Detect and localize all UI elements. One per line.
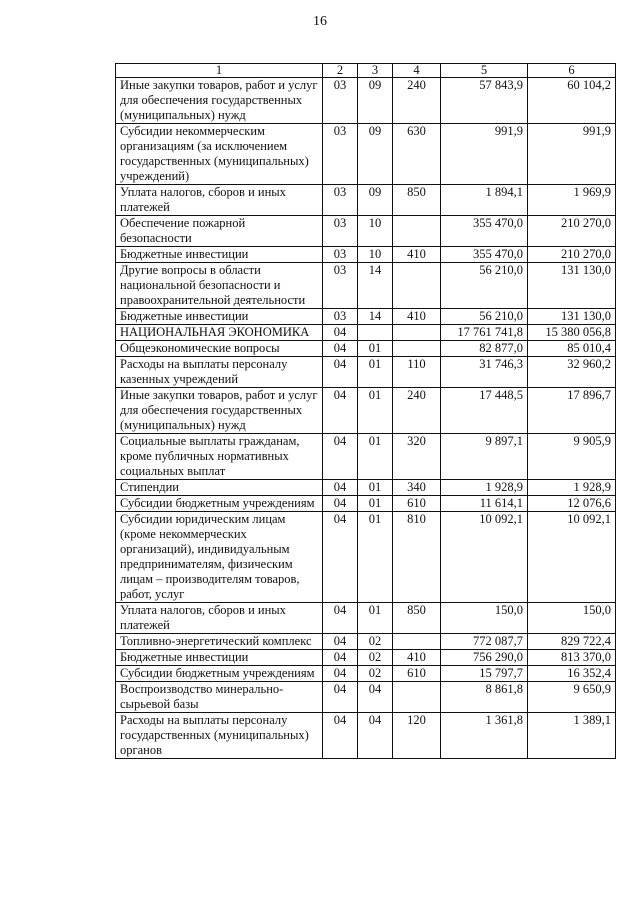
- table-row: [116, 78, 616, 124]
- amount-year-2: 131 130,0: [528, 263, 616, 309]
- subsection-code: 14: [358, 309, 393, 325]
- table-row: [116, 357, 616, 388]
- expense-type-code: 610: [393, 666, 441, 682]
- subsection-code: 09: [358, 78, 393, 124]
- amount-year-1: 10 092,1: [441, 512, 528, 603]
- amount-year-2: 1 389,1: [528, 713, 616, 759]
- expense-type-code: 810: [393, 512, 441, 603]
- item-name: Иные закупки товаров, работ и услуг для обеспечения государственных (муниципальных) нужд: [116, 388, 323, 434]
- table-row: [116, 216, 616, 247]
- amount-year-1: 1 361,8: [441, 713, 528, 759]
- expense-type-code: 240: [393, 78, 441, 124]
- expense-type-code: [393, 634, 441, 650]
- table-row: [116, 247, 616, 263]
- section-code: 03: [323, 124, 358, 185]
- table-row: [116, 325, 616, 341]
- amount-year-1: 56 210,0: [441, 263, 528, 309]
- amount-year-1: 11 614,1: [441, 496, 528, 512]
- amount-year-2: 1 969,9: [528, 185, 616, 216]
- expense-type-code: 610: [393, 496, 441, 512]
- amount-year-1: 150,0: [441, 603, 528, 634]
- amount-year-1: 1 894,1: [441, 185, 528, 216]
- subsection-code: 01: [358, 388, 393, 434]
- section-code: 04: [323, 325, 358, 341]
- subsection-code: 09: [358, 124, 393, 185]
- section-code: 04: [323, 512, 358, 603]
- subsection-code: 02: [358, 650, 393, 666]
- expense-type-code: 320: [393, 434, 441, 480]
- table-row: [116, 434, 616, 480]
- subsection-code: 02: [358, 666, 393, 682]
- amount-year-1: 355 470,0: [441, 216, 528, 247]
- expense-type-code: 110: [393, 357, 441, 388]
- expense-type-code: 340: [393, 480, 441, 496]
- item-name: Иные закупки товаров, работ и услуг для обеспечения государственных (муниципальных) нужд: [116, 78, 323, 124]
- table-row: [116, 496, 616, 512]
- expense-type-code: 240: [393, 388, 441, 434]
- section-code: 04: [323, 341, 358, 357]
- item-name: Бюджетные инвестиции: [116, 247, 323, 263]
- item-name: Общеэкономические вопросы: [116, 341, 323, 357]
- section-code: 04: [323, 388, 358, 434]
- amount-year-2: 17 896,7: [528, 388, 616, 434]
- amount-year-2: 9 905,9: [528, 434, 616, 480]
- subsection-code: 01: [358, 341, 393, 357]
- item-name: Субсидии юридическим лицам (кроме некоммерческих организаций), индивидуальным предпринимателям, физическим лицам – производителям товаров, работ, услуг: [116, 512, 323, 603]
- amount-year-1: 355 470,0: [441, 247, 528, 263]
- item-name: Расходы на выплаты персоналу государственных (муниципальных) органов: [116, 713, 323, 759]
- subsection-code: 09: [358, 185, 393, 216]
- section-code: 04: [323, 666, 358, 682]
- budget-table: [115, 63, 616, 759]
- amount-year-1: 9 897,1: [441, 434, 528, 480]
- expense-type-code: [393, 325, 441, 341]
- expense-type-code: 410: [393, 247, 441, 263]
- amount-year-1: 991,9: [441, 124, 528, 185]
- col-header-3: 3: [358, 64, 393, 78]
- table-row: [116, 682, 616, 713]
- subsection-code: 01: [358, 496, 393, 512]
- subsection-code: 01: [358, 480, 393, 496]
- amount-year-2: 210 270,0: [528, 247, 616, 263]
- subsection-code: [358, 325, 393, 341]
- amount-year-2: 829 722,4: [528, 634, 616, 650]
- item-name: НАЦИОНАЛЬНАЯ ЭКОНОМИКА: [116, 325, 323, 341]
- subsection-code: 04: [358, 682, 393, 713]
- subsection-code: 02: [358, 634, 393, 650]
- section-code: 04: [323, 496, 358, 512]
- expense-type-code: 630: [393, 124, 441, 185]
- item-name: Субсидии бюджетным учреждениям: [116, 666, 323, 682]
- amount-year-2: 150,0: [528, 603, 616, 634]
- section-code: 04: [323, 634, 358, 650]
- subsection-code: 10: [358, 216, 393, 247]
- section-code: 04: [323, 713, 358, 759]
- item-name: Обеспечение пожарной безопасности: [116, 216, 323, 247]
- subsection-code: 01: [358, 603, 393, 634]
- table-row: [116, 263, 616, 309]
- amount-year-2: 210 270,0: [528, 216, 616, 247]
- item-name: Стипендии: [116, 480, 323, 496]
- amount-year-1: 17 761 741,8: [441, 325, 528, 341]
- amount-year-2: 813 370,0: [528, 650, 616, 666]
- section-code: 03: [323, 263, 358, 309]
- table-row: [116, 603, 616, 634]
- section-code: 03: [323, 185, 358, 216]
- col-header-5: 5: [441, 64, 528, 78]
- amount-year-2: 1 928,9: [528, 480, 616, 496]
- amount-year-1: 756 290,0: [441, 650, 528, 666]
- col-header-1: 1: [116, 64, 323, 78]
- col-header-6: 6: [528, 64, 616, 78]
- subsection-code: 14: [358, 263, 393, 309]
- item-name: Расходы на выплаты персоналу казенных учреждений: [116, 357, 323, 388]
- section-code: 04: [323, 650, 358, 666]
- page-number: 16: [313, 14, 327, 29]
- amount-year-1: 82 877,0: [441, 341, 528, 357]
- table-row: [116, 713, 616, 759]
- amount-year-2: 9 650,9: [528, 682, 616, 713]
- amount-year-2: 991,9: [528, 124, 616, 185]
- expense-type-code: 410: [393, 650, 441, 666]
- subsection-code: 10: [358, 247, 393, 263]
- subsection-code: 01: [358, 357, 393, 388]
- expense-type-code: [393, 263, 441, 309]
- expense-type-code: [393, 682, 441, 713]
- amount-year-2: 32 960,2: [528, 357, 616, 388]
- item-name: Социальные выплаты гражданам, кроме публичных нормативных социальных выплат: [116, 434, 323, 480]
- expense-type-code: [393, 341, 441, 357]
- item-name: Другие вопросы в области национальной безопасности и правоохранительной деятельности: [116, 263, 323, 309]
- section-code: 04: [323, 434, 358, 480]
- table-row: [116, 512, 616, 603]
- amount-year-1: 17 448,5: [441, 388, 528, 434]
- item-name: Бюджетные инвестиции: [116, 309, 323, 325]
- table-row: [116, 124, 616, 185]
- subsection-code: 04: [358, 713, 393, 759]
- section-code: 04: [323, 480, 358, 496]
- table-row: [116, 185, 616, 216]
- table-row: [116, 341, 616, 357]
- amount-year-2: 16 352,4: [528, 666, 616, 682]
- item-name: Уплата налогов, сборов и иных платежей: [116, 603, 323, 634]
- item-name: Топливно-энергетический комплекс: [116, 634, 323, 650]
- amount-year-1: 56 210,0: [441, 309, 528, 325]
- item-name: Субсидии некоммерческим организациям (за исключением государственных (муниципальных) учреждений): [116, 124, 323, 185]
- table-row: [116, 309, 616, 325]
- section-code: 04: [323, 682, 358, 713]
- section-code: 03: [323, 78, 358, 124]
- table-row: [116, 634, 616, 650]
- amount-year-2: 15 380 056,8: [528, 325, 616, 341]
- table-row: [116, 480, 616, 496]
- amount-year-2: 10 092,1: [528, 512, 616, 603]
- amount-year-2: 60 104,2: [528, 78, 616, 124]
- amount-year-1: 31 746,3: [441, 357, 528, 388]
- expense-type-code: 410: [393, 309, 441, 325]
- table-row: [116, 650, 616, 666]
- table-row: [116, 666, 616, 682]
- section-code: 03: [323, 309, 358, 325]
- item-name: Субсидии бюджетным учреждениям: [116, 496, 323, 512]
- subsection-code: 01: [358, 512, 393, 603]
- section-code: 04: [323, 603, 358, 634]
- col-header-2: 2: [323, 64, 358, 78]
- amount-year-2: 12 076,6: [528, 496, 616, 512]
- col-header-4: 4: [393, 64, 441, 78]
- item-name: Бюджетные инвестиции: [116, 650, 323, 666]
- table-row: [116, 388, 616, 434]
- header-row: [116, 64, 616, 78]
- subsection-code: 01: [358, 434, 393, 480]
- expense-type-code: [393, 216, 441, 247]
- amount-year-1: 57 843,9: [441, 78, 528, 124]
- expense-type-code: 120: [393, 713, 441, 759]
- expense-type-code: 850: [393, 185, 441, 216]
- section-code: 03: [323, 216, 358, 247]
- section-code: 03: [323, 247, 358, 263]
- amount-year-1: 1 928,9: [441, 480, 528, 496]
- amount-year-1: 15 797,7: [441, 666, 528, 682]
- item-name: Уплата налогов, сборов и иных платежей: [116, 185, 323, 216]
- amount-year-1: 772 087,7: [441, 634, 528, 650]
- amount-year-1: 8 861,8: [441, 682, 528, 713]
- amount-year-2: 131 130,0: [528, 309, 616, 325]
- amount-year-2: 85 010,4: [528, 341, 616, 357]
- section-code: 04: [323, 357, 358, 388]
- expense-type-code: 850: [393, 603, 441, 634]
- item-name: Воспроизводство минерально-сырьевой базы: [116, 682, 323, 713]
